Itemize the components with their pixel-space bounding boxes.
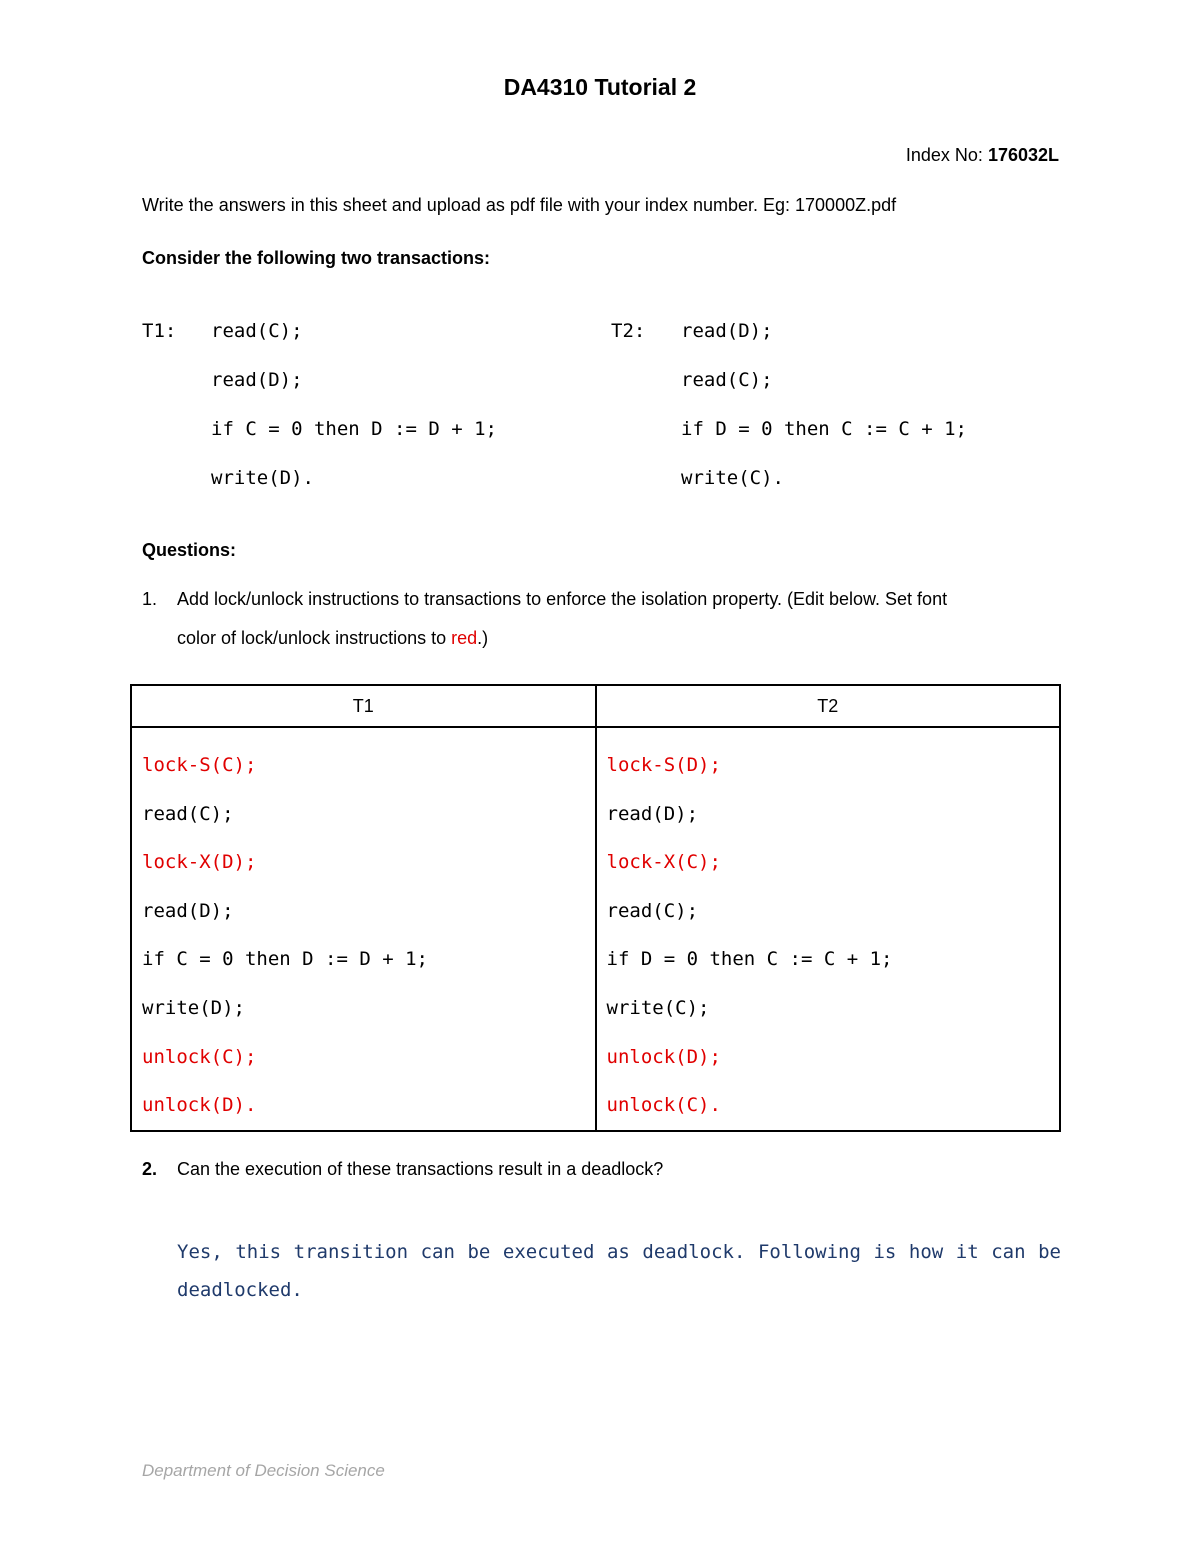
t1-instruction: unlock(C); (142, 1045, 257, 1068)
index-number (906, 145, 1059, 166)
question-1-text: Add lock/unlock instructions to transactions to enforce the isolation property. (Edit below. Set font (177, 589, 948, 609)
t2-line: write(C). (681, 467, 784, 489)
t2-line: if D = 0 then C := C + 1; (681, 418, 967, 440)
t1-instruction: unlock(D). (142, 1094, 257, 1117)
question-1-text-pre: color of lock/unlock instructions to (177, 628, 452, 648)
t2-instruction: read(D); (606, 802, 699, 825)
t1-cell[interactable] (131, 727, 596, 1131)
page-title: DA4310 Tutorial 2 (503, 74, 697, 100)
t1-line: read(C); (211, 320, 303, 342)
t2-line: read(C); (681, 369, 773, 391)
column-header-t2: T2 (596, 685, 1061, 727)
t2-instruction: if D = 0 then C := C + 1; (606, 948, 893, 971)
lock-table (130, 684, 1061, 1132)
t2-instruction: unlock(C). (606, 1094, 721, 1117)
t2-instruction: lock-X(C); (606, 851, 721, 874)
question-1-text-cont (177, 628, 488, 649)
answer-text[interactable]: Yes, this transition can be executed as deadlock. Following is how it can be deadlocked. (177, 1241, 1061, 1301)
t2-instruction: unlock(D); (606, 1045, 721, 1068)
index-label: Index No: (905, 145, 983, 165)
red-word: red (451, 628, 478, 648)
index-value: 176032L (987, 145, 1059, 165)
t1-line: read(D); (211, 369, 303, 391)
question-2-text: Can the execution of these transactions result in a deadlock? (177, 1159, 664, 1179)
column-header-t1: T1 (131, 685, 596, 727)
question-1-text-post: .) (477, 628, 489, 648)
question-2-number: 2. (142, 1159, 158, 1179)
t1-line: if C = 0 then D := D + 1; (211, 418, 497, 440)
consider-heading: Consider the following two transactions: (142, 248, 491, 268)
t1-instruction: read(C); (142, 802, 234, 825)
t2-line: read(D); (681, 320, 773, 342)
questions-heading: Questions: (142, 540, 237, 560)
t2-instruction: read(C); (606, 899, 699, 922)
t1-label: T1: (142, 320, 177, 342)
t1-instruction: lock-X(D); (142, 851, 257, 874)
t2-instruction: lock-S(D); (606, 754, 721, 776)
t1-instruction: read(D); (142, 899, 234, 922)
t1-instruction: if C = 0 then D := D + 1; (142, 948, 428, 971)
question-1-number: 1. (142, 589, 158, 609)
instructions: Write the answers in this sheet and upload as pdf file with your index number. Eg: 170000Z.pdf (142, 195, 897, 215)
t2-label: T2: (611, 320, 646, 342)
t1-instruction: write(D); (142, 996, 245, 1019)
t2-cell[interactable] (596, 727, 1061, 1131)
t1-instruction: lock-S(C); (142, 754, 257, 776)
t2-instruction: write(C); (606, 996, 710, 1019)
footer-department: Department of Decision Science (142, 1461, 385, 1480)
t1-line: write(D). (211, 467, 314, 489)
